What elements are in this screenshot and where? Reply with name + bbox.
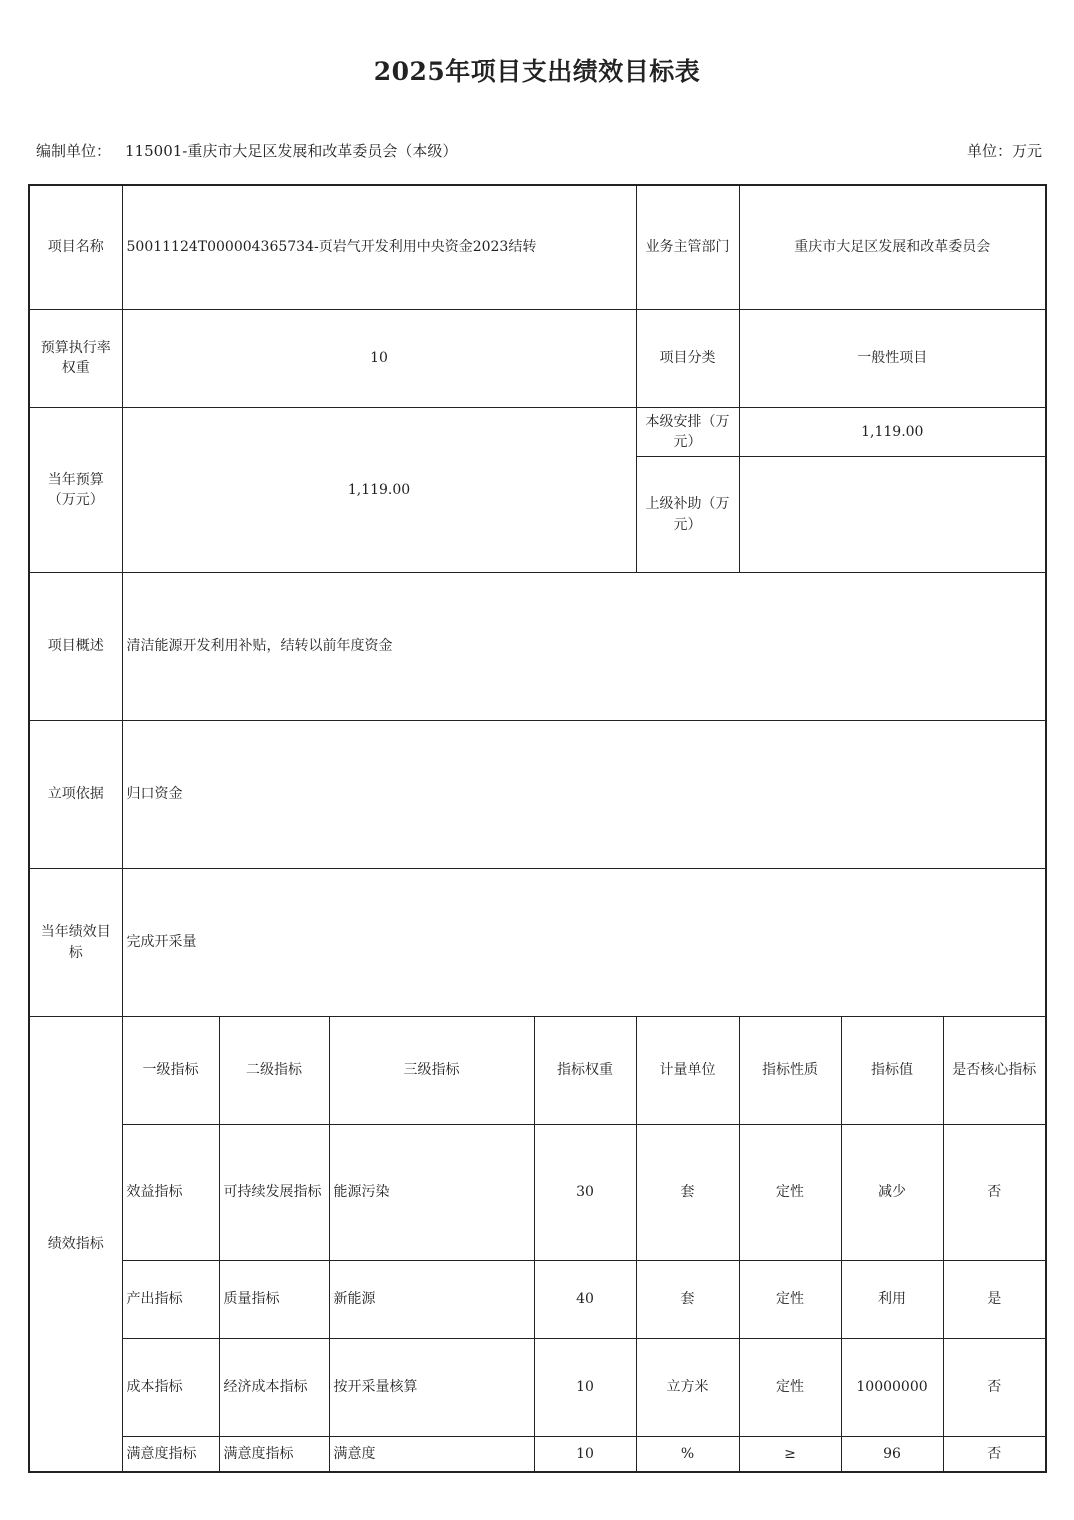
budget-value: 1,119.00: [122, 407, 636, 573]
goal-label: 当年绩效目标: [29, 869, 122, 1017]
weight-value: 10: [122, 309, 636, 407]
budget-label: 当年预算（万元）: [29, 407, 122, 573]
cell-nature: 定性: [739, 1261, 841, 1339]
table-row: [29, 1339, 1046, 1437]
header-value: 指标值: [841, 1017, 943, 1125]
compiling-unit-label: 编制单位：: [36, 142, 112, 160]
table-row: [29, 1125, 1046, 1261]
row-basis: [29, 721, 1046, 869]
cell-nature: 定性: [739, 1339, 841, 1437]
row-project-name: [29, 185, 1046, 309]
header-level2: 二级指标: [219, 1017, 329, 1125]
cell-unit: 套: [636, 1261, 739, 1339]
dept-label: 业务主管部门: [636, 185, 739, 309]
performance-target-table: [28, 184, 1047, 1473]
cell-nature: ≥: [739, 1437, 841, 1472]
dept-value: 重庆市大足区发展和改革委员会: [739, 185, 1046, 309]
row-weight: [29, 309, 1046, 407]
table-row: [29, 1261, 1046, 1339]
cell-value: 10000000: [841, 1339, 943, 1437]
overview-value: 清洁能源开发利用补贴，结转以前年度资金: [122, 573, 1046, 721]
header-unit: 计量单位: [636, 1017, 739, 1125]
project-name-label: 项目名称: [29, 185, 122, 309]
cell-level2: 满意度指标: [219, 1437, 329, 1472]
cell-weight: 40: [534, 1261, 636, 1339]
row-budget-local: [29, 407, 1046, 457]
cell-level2: 可持续发展指标: [219, 1125, 329, 1261]
page-title: 2025年项目支出绩效目标表: [373, 57, 701, 86]
upper-value: [739, 457, 1046, 573]
cell-value: 减少: [841, 1125, 943, 1261]
cell-nature: 定性: [739, 1125, 841, 1261]
compiling-unit: [36, 140, 457, 161]
row-goal: [29, 869, 1046, 1017]
header-core: 是否核心指标: [943, 1017, 1046, 1125]
cell-weight: 10: [534, 1339, 636, 1437]
cell-unit: %: [636, 1437, 739, 1472]
cell-level3: 满意度: [329, 1437, 534, 1472]
cell-level3: 新能源: [329, 1261, 534, 1339]
cell-value: 96: [841, 1437, 943, 1472]
currency-unit: 单位：万元: [966, 142, 1042, 160]
upper-label: 上级补助（万元）: [636, 457, 739, 573]
cell-core: 否: [943, 1125, 1046, 1261]
overview-label: 项目概述: [29, 573, 122, 721]
category-label: 项目分类: [636, 309, 739, 407]
header-level1: 一级指标: [122, 1017, 219, 1125]
compiling-unit-value: 115001-重庆市大足区发展和改革委员会（本级）: [125, 142, 458, 160]
indicator-header-row: [29, 1017, 1046, 1125]
weight-label: 预算执行率权重: [29, 309, 122, 407]
basis-label: 立项依据: [29, 721, 122, 869]
cell-level1: 满意度指标: [122, 1437, 219, 1472]
project-name-value: 50011124T000004365734-页岩气开发利用中央资金2023结转: [122, 185, 636, 309]
cell-level2: 经济成本指标: [219, 1339, 329, 1437]
header-level3: 三级指标: [329, 1017, 534, 1125]
cell-unit: 套: [636, 1125, 739, 1261]
table-row: [29, 1437, 1046, 1472]
local-value: 1,119.00: [739, 407, 1046, 457]
category-value: 一般性项目: [739, 309, 1046, 407]
cell-unit: 立方米: [636, 1339, 739, 1437]
cell-level1: 效益指标: [122, 1125, 219, 1261]
header-weight: 指标权重: [534, 1017, 636, 1125]
cell-level1: 产出指标: [122, 1261, 219, 1339]
goal-value: 完成开采量: [122, 869, 1046, 1017]
cell-level1: 成本指标: [122, 1339, 219, 1437]
cell-value: 利用: [841, 1261, 943, 1339]
cell-weight: 30: [534, 1125, 636, 1261]
cell-level3: 能源污染: [329, 1125, 534, 1261]
basis-value: 归口资金: [122, 721, 1046, 869]
cell-level2: 质量指标: [219, 1261, 329, 1339]
cell-level3: 按开采量核算: [329, 1339, 534, 1437]
cell-core: 否: [943, 1339, 1046, 1437]
cell-weight: 10: [534, 1437, 636, 1472]
header-nature: 指标性质: [739, 1017, 841, 1125]
cell-core: 否: [943, 1437, 1046, 1472]
local-label: 本级安排（万元）: [636, 407, 739, 457]
indicator-section-label: 绩效指标: [29, 1017, 122, 1472]
row-overview: [29, 573, 1046, 721]
cell-core: 是: [943, 1261, 1046, 1339]
